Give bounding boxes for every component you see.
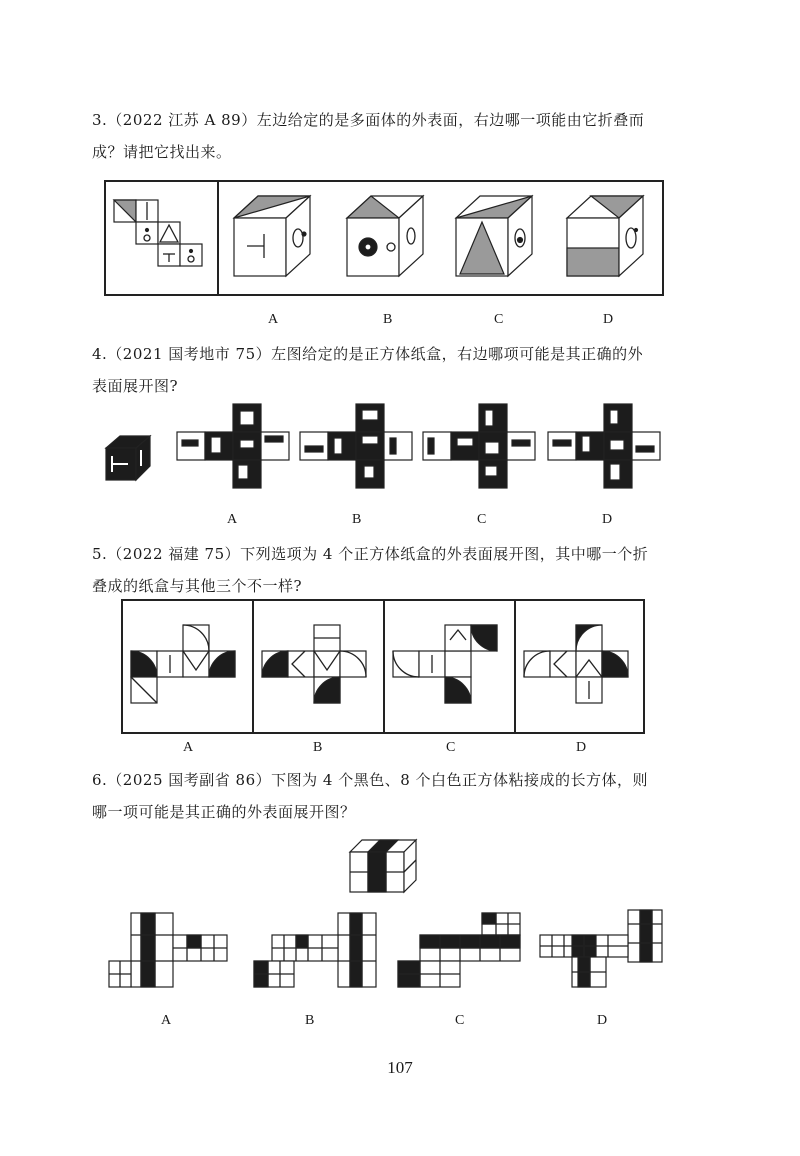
question-5-text <box>92 538 702 602</box>
q5-label-c: C <box>446 740 456 755</box>
q6-label-b: B <box>305 1013 315 1028</box>
q4-option-a-net <box>177 404 289 488</box>
q6-label-d: D <box>597 1013 608 1028</box>
question-4-line2: 表面展开图? <box>92 377 179 395</box>
q5-option-d-net <box>524 625 628 703</box>
question-6-text <box>92 764 702 828</box>
q6-option-d-net <box>540 910 662 987</box>
q4-option-c-net <box>423 404 535 488</box>
q6-option-b-net <box>254 913 376 987</box>
question-6-line2: 哪一项可能是其正确的外表面展开图？ <box>92 803 356 821</box>
q3-net <box>114 200 202 266</box>
q3-option-a-cube <box>234 196 310 276</box>
question-5-line1: 5.（2022 福建 75）下列选项为 4 个正方体纸盒的外表面展开图，其中哪一个折 <box>92 545 649 563</box>
q4-cube <box>106 436 150 480</box>
q4-label-d: D <box>602 512 613 527</box>
question-3-line1: 3.（2022 江苏 A 89）左边给定的是多面体的外表面，右边哪一项能由它折叠而 <box>92 111 645 129</box>
page-number: 107 <box>387 1058 413 1077</box>
question-4-text <box>92 338 702 402</box>
q6-label-c: C <box>455 1013 465 1028</box>
q5-option-b-net <box>262 625 366 703</box>
q5-label-b: B <box>313 740 323 755</box>
q4-label-c: C <box>477 512 487 527</box>
q3-outer-frame <box>105 181 663 295</box>
q3-option-d-cube <box>567 196 643 276</box>
q5-outer-frame <box>122 600 644 733</box>
q5-label-d: D <box>576 740 587 755</box>
q3-label-b: B <box>383 312 393 327</box>
q5-option-a-net <box>131 625 235 703</box>
q3-label-d: D <box>603 312 614 327</box>
question-3-line2: 成？请把它找出来。 <box>92 143 232 161</box>
q4-option-d-net <box>548 404 660 488</box>
q6-option-c-net <box>398 913 520 987</box>
question-3-text <box>92 104 702 168</box>
q5-option-c-net <box>393 625 497 703</box>
q3-option-b-cube <box>347 196 423 276</box>
q3-label-c: C <box>494 312 504 327</box>
q3-option-c-cube <box>456 196 532 276</box>
q6-option-a-net <box>109 913 227 987</box>
q4-label-a: A <box>227 512 238 527</box>
q6-label-a: A <box>161 1013 172 1028</box>
q4-option-b-net <box>300 404 412 488</box>
q6-cuboid <box>350 840 416 892</box>
question-5-line2: 叠成的纸盒与其他三个不一样? <box>92 577 303 595</box>
question-4-line1: 4.（2021 国考地市 75）左图给定的是正方体纸盒，右边哪项可能是其正确的外 <box>92 345 644 363</box>
q4-label-b: B <box>352 512 362 527</box>
q5-label-a: A <box>183 740 194 755</box>
q3-label-a: A <box>268 312 279 327</box>
question-6-line1: 6.（2025 国考副省 86）下图为 4 个黑色、8 个白色正方体粘接成的长方体，则 <box>92 771 649 789</box>
